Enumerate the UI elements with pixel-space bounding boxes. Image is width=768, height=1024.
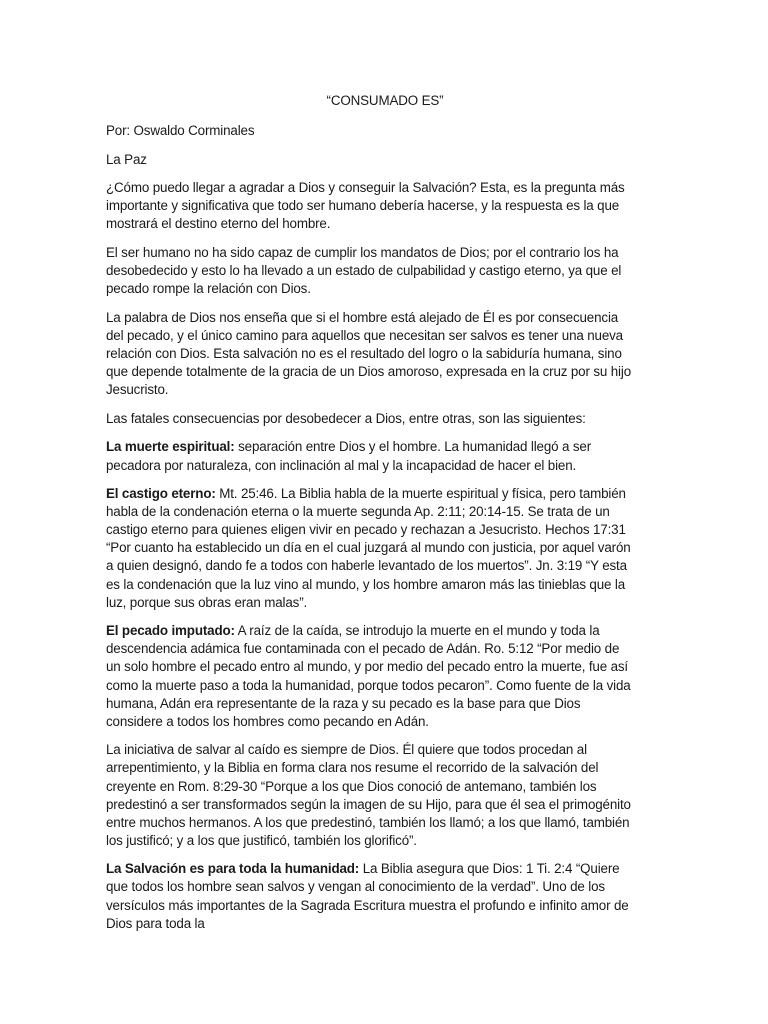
- eternal-punishment-text: Mt. 25:46. La Biblia habla de la muerte espiritual y física, pero también habla de la condenación eterna o la muerte segunda Ap. 2:11; 20:14-15. Se trata de un castigo eterno para quienes eligen vivir en pecado y rechazan a Jesucristo. Hechos 17:31 “Por cuanto ha establecido un día en el cual juzgará al mundo con justicia, por aquel varón a quien designó, dando fe a todos con haberle levantado de los muertos”. Jn. 3:19 “Y esta es la condenación que la luz vino al mundo, y los hombre amaron más las tinieblas que la luz, porque sus obras eran malas”.: [106, 486, 631, 610]
- paragraph-disobedience: El ser humano no ha sido capaz de cumplir los mandatos de Dios; por el contrario los ha desobedecido y esto lo ha llevado a un estado de culpabilidad y castigo eterno, ya que el pecado rompe la relación con Dios.: [106, 245, 622, 297]
- imputed-sin-text: A raíz de la caída, se introdujo la muerte en el mundo y toda la descendencia adámica fue contaminada con el pecado de Adán. Ro. 5:12 “Por medio de un solo hombre el pecado entro al mundo, y por medio del pecado entro la muerte, fue así como la muerte paso a toda la humanidad, porque todos pecaron”. Como fuente de la vida humana, Adán era representante de la raza y su pecado es la base para que Dios considere a todos los hombres como pecando en Adán.: [106, 623, 631, 729]
- eternal-punishment-label: El castigo eterno:: [106, 486, 216, 502]
- paragraph-spiritual-death: [106, 438, 634, 474]
- document-body: [106, 92, 634, 943]
- salvation-for-all-text: La Biblia asegura que Dios: 1 Ti. 2:4 “Quiere que todos los hombre sean salvos y vengan al conocimiento de la verdad”. Uno de los versículos más importantes de la Sagrada Escritura muestra el profundo e infinito amor de Dios para toda la: [106, 861, 629, 931]
- spiritual-death-text: separación entre Dios y el hombre. La humanidad llegó a ser pecadora por naturaleza, con inclinación al mal y la incapacidad de hacer el bien.: [106, 439, 592, 473]
- paragraph-consequences-intro: Las fatales consecuencias por desobedecer a Dios, entre otras, son las siguientes:: [106, 410, 586, 426]
- document-title: “CONSUMADO ES”: [326, 93, 444, 108]
- imputed-sin-label: El pecado imputado:: [106, 623, 235, 639]
- spiritual-death-label: La muerte espiritual:: [106, 439, 235, 455]
- salvation-for-all-label: La Salvación es para toda la humanidad:: [106, 861, 360, 877]
- paragraph-imputed-sin: [106, 622, 634, 731]
- paragraph-initiative: La iniciativa de salvar al caído es siempre de Dios. Él quiere que todos procedan al arrepentimiento, y la Biblia en forma clara nos resume el recorrido de la salvación del creyente en Rom. 8:29-30 “Porque a los que Dios conoció de antemano, también los predestinó a ser transformados según la imagen de su Hijo, para que él sea el primogénito entre muchos hermanos. A los que predestinó, también los llamó; a los que llamó, también los justificó; y a los que justificó, también los glorificó”.: [106, 742, 631, 848]
- paragraph-salvation-for-all: [106, 860, 634, 932]
- location-line: La Paz: [106, 151, 147, 167]
- author-line: Por: Oswaldo Corminales: [106, 123, 255, 139]
- paragraph-word-of-god: La palabra de Dios nos enseña que si el hombre está alejado de Él es por consecuencia del pecado, y el único camino para aquellos que necesitan ser salvos es tener una nueva relación con Dios. Esta salvación no es el resultado del logro o la sabiduría humana, sino que depende totalmente de la gracia de un Dios amoroso, expresada en la cruz por su hijo Jesucristo.: [106, 309, 631, 398]
- paragraph-intro-question: ¿Cómo puedo llegar a agradar a Dios y conseguir la Salvación? Esta, es la pregunta más importante y significativa que todo ser humano debería hacerse, y la respuesta es la que mostrará el destino eterno del hombre.: [106, 180, 625, 232]
- paragraph-eternal-punishment: [106, 485, 634, 612]
